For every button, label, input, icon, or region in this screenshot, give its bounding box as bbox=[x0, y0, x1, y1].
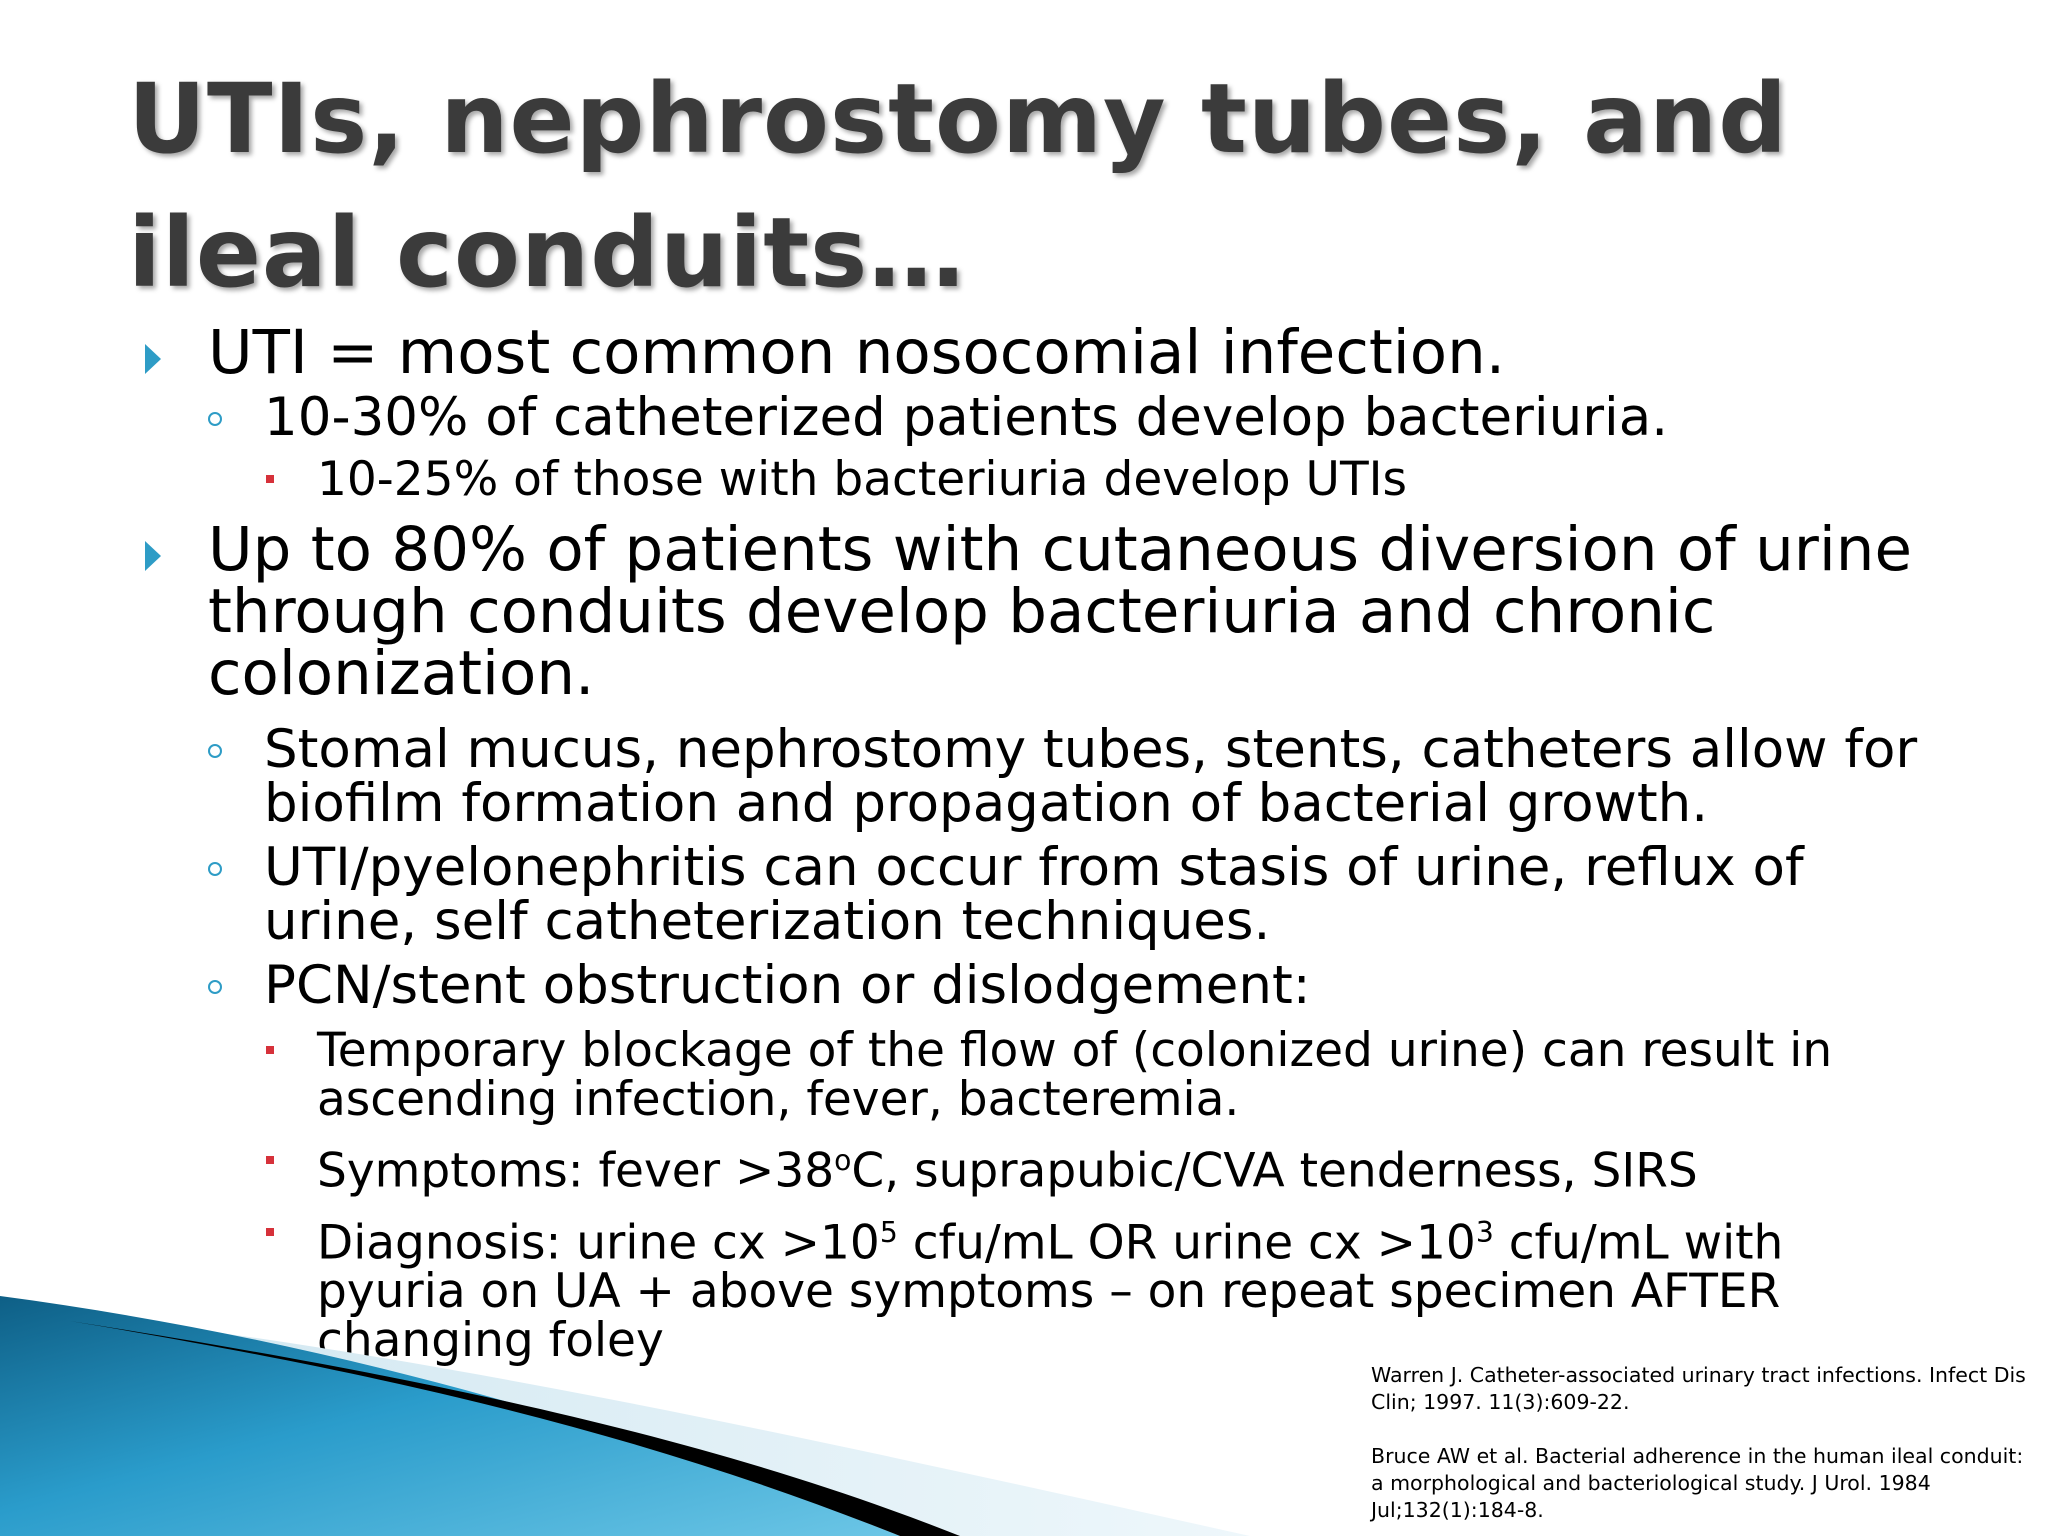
bullet-text: Up to 80% of patients with cutaneous diversion of urine through conduits develop bacteriuria and chronic colonization. bbox=[208, 514, 1912, 709]
bullet-level1 bbox=[145, 514, 1945, 709]
square-bullet-icon bbox=[266, 1156, 274, 1164]
bullet-level2 bbox=[208, 955, 1945, 1016]
bullet-text: 10-30% of catheterized patients develop bacteriuria. bbox=[264, 387, 1669, 448]
triangle-bullet-icon bbox=[145, 344, 161, 374]
reference-item: Bruce AW et al. Bacterial adherence in the human ileal conduit: a morphological and bacteriological study. J Urol. 1984 Jul;132(1):184-8. bbox=[1371, 1444, 2024, 1522]
bullet-level2 bbox=[208, 837, 1945, 952]
bullet-level3 bbox=[264, 1023, 1945, 1127]
circle-bullet-icon bbox=[208, 980, 222, 994]
bullet-text: Stomal mucus, nephrostomy tubes, stents, catheters allow for biofilm formation and propagation of bacterial growth. bbox=[264, 719, 1918, 834]
bullet-text: UTI = most common nosocomial infection. bbox=[208, 317, 1506, 388]
references bbox=[1371, 1362, 2031, 1524]
circle-bullet-icon bbox=[208, 862, 222, 876]
slide-body bbox=[145, 317, 1945, 1369]
bullet-level2 bbox=[208, 387, 1945, 448]
bullet-level1 bbox=[145, 317, 1945, 388]
symptoms-text: Symptoms: fever $>38^oC$, suprapubic/CVA tenderness, SIRS bbox=[317, 1143, 1698, 1199]
bullet-level3 bbox=[264, 452, 1945, 507]
bullet-level2 bbox=[208, 719, 1945, 834]
square-bullet-icon bbox=[266, 475, 274, 483]
square-bullet-icon bbox=[266, 1228, 274, 1236]
circle-bullet-icon bbox=[208, 744, 222, 758]
triangle-bullet-icon bbox=[145, 541, 161, 571]
bullet-text: PCN/stent obstruction or dislodgement: bbox=[264, 955, 1311, 1016]
bullet-level3 bbox=[264, 1136, 1945, 1199]
bullet-text: 10-25% of those with bacteriuria develop UTIs bbox=[317, 452, 1408, 507]
bullet-text: UTI/pyelonephritis can occur from stasis of urine, reflux of urine, self catheterization techniques. bbox=[264, 837, 1804, 952]
bullet-text: Temporary blockage of the flow of (colonized urine) can result in ascending infection, fever, bacteremia. bbox=[317, 1023, 1833, 1127]
slide-title: UTIs, nephrostomy tubes, and ileal conduits… bbox=[128, 63, 1788, 309]
diagnosis-text: Diagnosis: urine cx $>10^5$ cfu/mL OR urine cx $>10^3$ cfu/mL with pyuria on UA + above symptoms – on repeat specimen AFTER changing foley bbox=[317, 1215, 1784, 1369]
reference-item: Warren J. Catheter-associated urinary tract infections. Infect Dis Clin; 1997. 11(3):609-22. bbox=[1371, 1363, 2026, 1414]
circle-bullet-icon bbox=[208, 412, 222, 426]
square-bullet-icon bbox=[266, 1046, 274, 1054]
